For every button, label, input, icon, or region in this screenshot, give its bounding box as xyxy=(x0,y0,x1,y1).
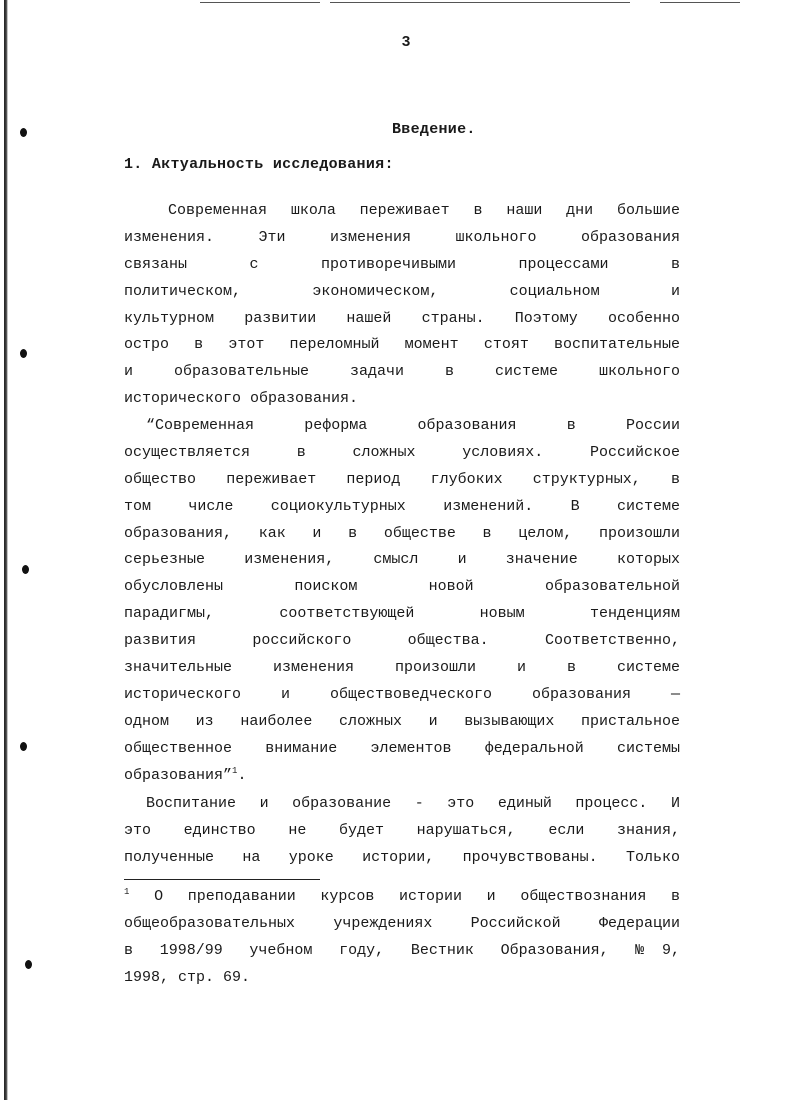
paragraph-1 xyxy=(124,198,680,413)
footnote-marker: 1 xyxy=(124,887,130,897)
scan-top-line xyxy=(200,2,320,3)
text-line: изменения. Эти изменения школьного образования xyxy=(124,228,680,246)
footnote-line-text: О преподавании курсов истории и обществознания в xyxy=(154,888,680,905)
text-line xyxy=(124,763,680,790)
text-line: парадигмы, соответствующей новым тенденциям xyxy=(124,605,680,623)
text-line: общество переживает период глубоких структурных, в xyxy=(124,470,680,488)
punch-hole-mark xyxy=(20,128,27,137)
text-line: это единство не будет нарушаться, если знания, xyxy=(124,821,680,839)
text-line: Воспитание и образование - это единый процесс. И xyxy=(146,795,680,812)
quote-end-punct: . xyxy=(237,766,247,784)
text-line: культурном развитии нашей страны. Поэтому особенно xyxy=(124,309,680,327)
footnote-divider xyxy=(124,879,320,880)
text-line: и образовательные задачи в системе школьного xyxy=(124,363,680,381)
text-line: осуществляется в сложных условиях. Российское xyxy=(124,443,680,461)
footnote-line: 1998, стр. 69. xyxy=(124,969,251,986)
paragraph-3 xyxy=(124,791,680,872)
punch-hole-mark xyxy=(25,960,32,969)
scan-edge xyxy=(4,0,8,1100)
text-line: одном из наиболее сложных и вызывающих пристальное xyxy=(124,712,680,730)
paragraph-2-quote xyxy=(124,413,680,789)
quote-last-text: образования” xyxy=(124,766,233,784)
page-heading: Введение. xyxy=(392,121,476,138)
page-number: 3 xyxy=(401,34,411,51)
punch-hole-mark xyxy=(20,742,27,751)
text-line: значительные изменения произошли и в системе xyxy=(124,659,680,677)
text-line: образования, как и в обществе в целом, произошли xyxy=(124,524,680,542)
footnote-line: в 1998/99 учебном году, Вестник Образования, №9, xyxy=(124,942,680,959)
text-line: серьезные изменения, смысл и значение которых xyxy=(124,551,680,569)
text-line: полученные на уроке истории, прочувствованы. Только xyxy=(124,848,680,866)
footnote-line xyxy=(124,883,680,910)
footnote-line: общеобразовательных учреждениях Российской Федерации xyxy=(124,915,680,932)
text-line: развития российского общества. Соответственно, xyxy=(124,632,680,650)
text-line: политическом, экономическом, социальном и xyxy=(124,282,680,300)
footnote xyxy=(124,883,680,991)
text-line: исторического и обществоведческого образования — xyxy=(124,685,680,703)
text-line: связаны с противоречивыми процессами в xyxy=(124,255,680,273)
text-line: “Современная реформа образования в России xyxy=(146,417,680,434)
text-line: обусловлены поиском новой образовательной xyxy=(124,578,680,596)
punch-hole-mark xyxy=(20,349,27,358)
text-line: исторического образования. xyxy=(124,390,359,408)
text-line: Современная школа переживает в наши дни большие xyxy=(168,202,680,219)
section-title: 1. Актуальность исследования: xyxy=(124,156,394,173)
footnote-ref[interactable]: 1 xyxy=(232,765,238,776)
text-line: том числе социокультурных изменений. В системе xyxy=(124,497,680,515)
punch-hole-mark xyxy=(22,565,29,574)
scan-top-line xyxy=(660,2,740,3)
scan-top-line xyxy=(330,2,630,3)
text-line: остро в этот переломный момент стоят воспитательные xyxy=(124,336,680,354)
text-line: общественное внимание элементов федеральной системы xyxy=(124,739,680,757)
